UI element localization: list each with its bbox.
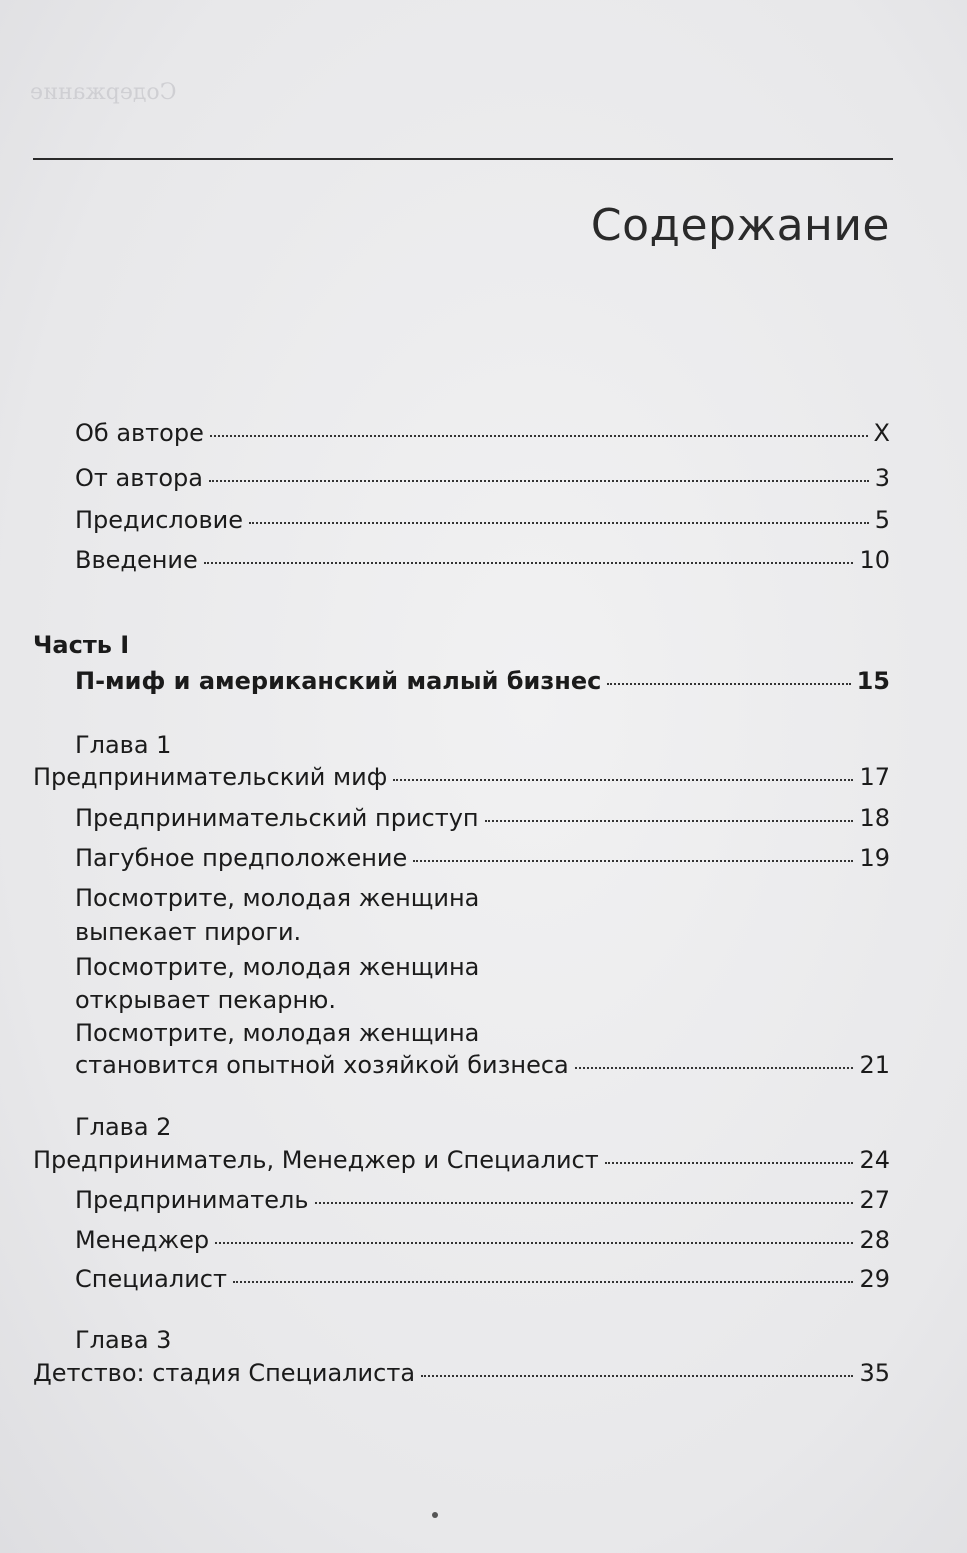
bleed-through-text: Содержание [30,80,177,105]
dot-leader [204,560,854,564]
toc-entry[interactable] [75,1050,890,1080]
toc-entry-label: От автора [75,464,203,492]
toc-entry-label: Предисловие [75,506,243,534]
chapter-label: Глава 3 [75,1326,172,1354]
toc-entry-page: 28 [859,1226,890,1254]
toc-entry[interactable] [75,1264,890,1294]
toc-entry-chapter-title[interactable] [33,1145,890,1175]
toc-entry-page: 19 [859,844,890,872]
toc-entry-label: Предприниматель, Менеджер и Специалист [33,1146,599,1174]
toc-entry-chapter-title[interactable] [33,1358,890,1388]
toc-entry-line[interactable]: открывает пекарню. [75,986,336,1014]
toc-entry[interactable] [75,545,890,575]
toc-entry-page: 15 [856,667,890,695]
toc-entry-chapter-title[interactable] [33,762,890,792]
toc-entry-label: П-миф и американский малый бизнес [75,667,602,695]
toc-entry[interactable] [75,1225,890,1255]
toc-entry-page: 35 [859,1359,890,1387]
dot-leader [485,818,854,822]
toc-entry-page: 21 [859,1051,890,1079]
toc-entry-page: 29 [859,1265,890,1293]
toc-entry[interactable] [75,1185,890,1215]
toc-entry-page: 3 [874,464,890,492]
toc-entry[interactable] [75,463,890,493]
dot-leader [210,433,868,437]
toc-entry-label: становится опытной хозяйкой бизнеса [75,1051,569,1079]
chapter-label: Глава 1 [75,731,172,759]
toc-entry-page: 18 [859,804,890,832]
toc-entry-label: Специалист [75,1265,227,1293]
toc-entry-page: 27 [859,1186,890,1214]
toc-entry-label: Предпринимательский приступ [75,804,479,832]
toc-entry[interactable] [75,505,890,535]
toc-entry-label: Детство: стадия Специалиста [33,1359,416,1387]
toc-entry-label: Менеджер [75,1226,210,1254]
toc-entry-line[interactable]: выпекает пироги. [75,918,302,946]
dot-leader [249,520,869,524]
toc-entry-line[interactable]: Посмотрите, молодая женщина [75,884,480,912]
dot-leader [233,1279,853,1283]
toc-entry[interactable] [75,418,890,448]
toc-entry-label: Введение [75,546,198,574]
dot-leader [215,1240,853,1244]
page-title: Содержание [590,200,890,251]
toc-entry-label: Предприниматель [75,1186,309,1214]
toc-entry-label: Пагубное предположение [75,844,408,872]
toc-entry[interactable] [75,803,890,833]
toc-entry-page: X [873,419,890,447]
toc-entry-page: 24 [859,1146,890,1174]
page-mark [432,1512,438,1518]
toc-entry-label: Об авторе [75,419,204,447]
dot-leader [413,858,853,862]
dot-leader [421,1373,853,1377]
dot-leader [315,1200,854,1204]
dot-leader [575,1065,854,1069]
toc-entry-part-title[interactable] [75,666,890,696]
toc-entry-label: Предпринимательский миф [33,763,388,791]
toc-entry-line[interactable]: Посмотрите, молодая женщина [75,953,480,981]
dot-leader [605,1160,854,1164]
toc-entry-page: 10 [859,546,890,574]
chapter-label: Глава 2 [75,1113,172,1141]
part-label: Часть I [33,631,130,659]
dot-leader [209,478,869,482]
toc-entry-page: 5 [874,506,890,534]
dot-leader [607,681,850,685]
toc-entry-line[interactable]: Посмотрите, молодая женщина [75,1019,480,1047]
toc-entry-page: 17 [859,763,890,791]
toc-entry[interactable] [75,843,890,873]
dot-leader [393,777,853,781]
